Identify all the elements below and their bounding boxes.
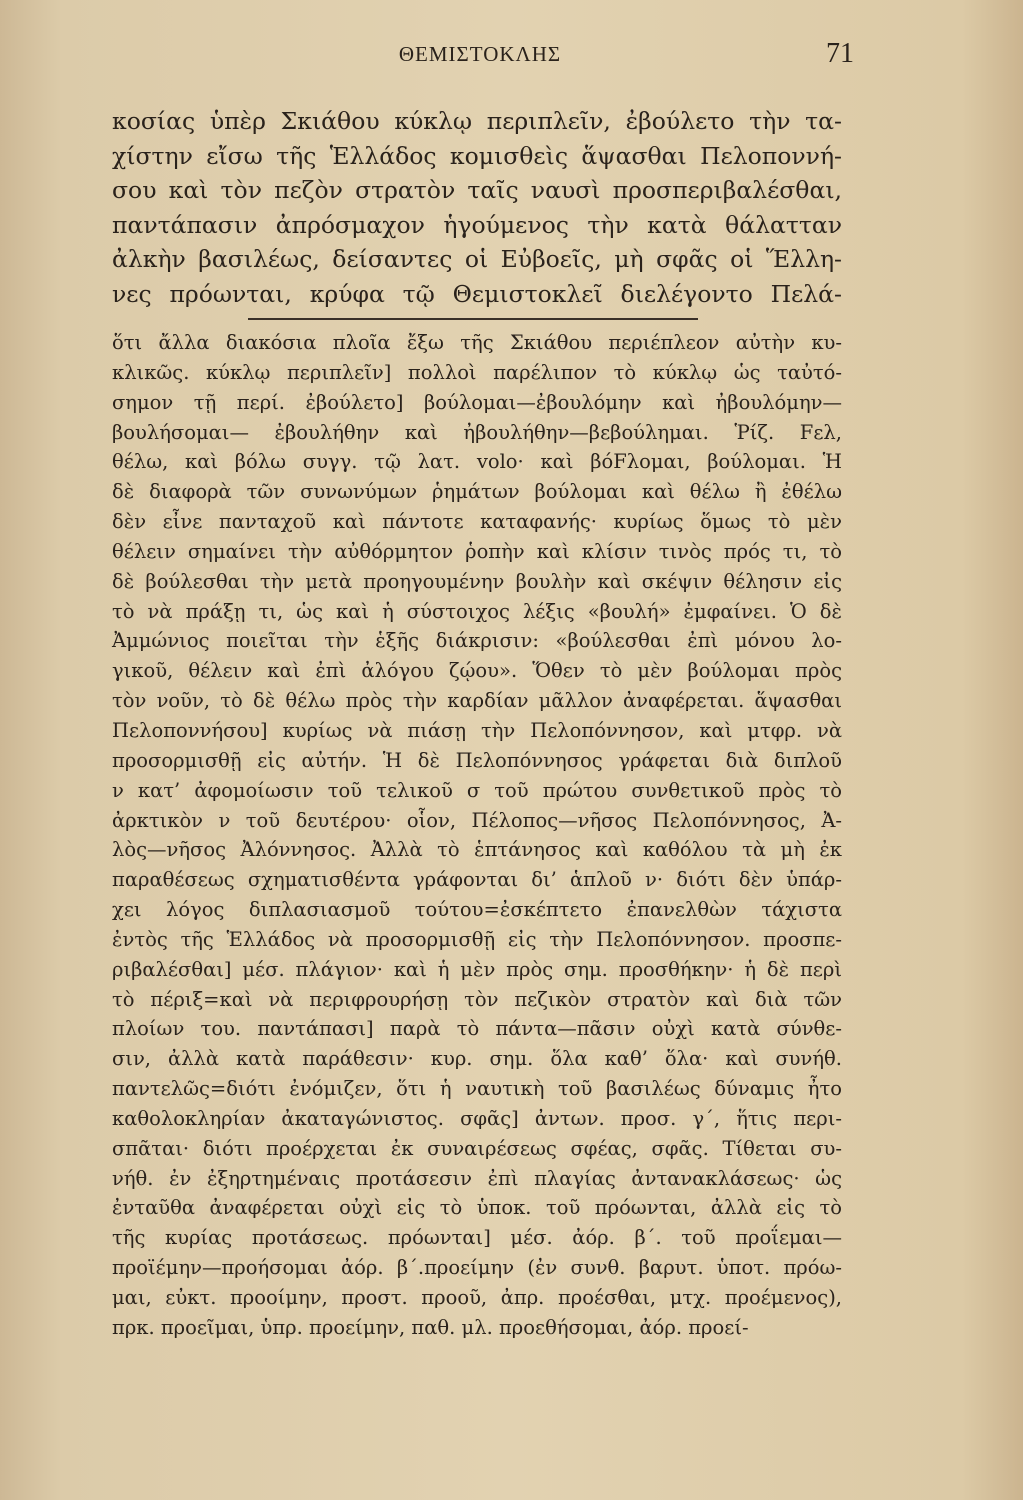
- note-line: παραθέσεως σχηματισθέντα γράφονται δι’ ἁπλοῦ ν· διότι δὲν ὑπάρ-: [112, 868, 842, 892]
- note-line: προσορμισθῇ εἰς αὐτήν. Ἡ δὲ Πελοπόννησος γράφεται διὰ διπλοῦ: [112, 748, 842, 772]
- text-line: κοσίας ὑπὲρ Σκιάθου κύκλῳ περιπλεῖν, ἐβούλετο τὴν τα-: [112, 107, 842, 135]
- note-line: ἀρκτικὸν ν τοῦ δευτέρου· οἷον, Πέλοπος—νῆσος Πελοπόννησος, Ἀ-: [112, 808, 842, 832]
- note-line: τὸ πέριξ=καὶ νὰ περιφρουρήσῃ τὸν πεζικὸν στρατὸν καὶ διὰ τῶν: [112, 987, 842, 1011]
- note-line: βουλήσομαι— ἐβουλήθην καὶ ἠβουλήθην—βεβούλημαι. Ῥίζ. Fελ,: [112, 420, 842, 444]
- page-header: [110, 38, 854, 78]
- note-line: ὅτι ἄλλα διακόσια πλοῖα ἔξω τῆς Σκιάθου περιέπλεον αὐτὴν κυ-: [112, 331, 842, 354]
- note-line: τῆς κυρίας προτάσεως. πρόωνται] μέσ. ἀόρ. β´. τοῦ προΐεμαι—: [112, 1226, 842, 1250]
- note-line: τὸ νὰ πράξῃ τι, ὡς καὶ ἡ σύστοιχος λέξις «βουλή» ἐμφαίνει. Ὁ δὲ: [112, 599, 842, 623]
- page-number: 71: [826, 38, 854, 69]
- note-line: προϊέμην—προήσομαι ἀόρ. β´.προείμην (ἐν συνθ. βαρυτ. ὑποτ. πρόω-: [112, 1256, 842, 1280]
- note-line: καθολοκληρίαν ἀκαταγώνιστος. σφᾶς] ἀντων. προσ. γ´, ἥτις περι-: [112, 1106, 842, 1130]
- text-line: ἀλκὴν βασιλέως, δείσαντες οἱ Εὐβοεῖς, μὴ σφᾶς οἱ Ἕλλη-: [112, 245, 842, 274]
- note-line: λὸς—νῆσος Ἀλόννησος. Ἀλλὰ τὸ ἑπτάνησος καὶ καθόλου τὰ μὴ ἐκ: [112, 838, 842, 862]
- note-line: σημον τῇ περί. ἐβούλετο] βούλομαι—ἐβουλόμην καὶ ἠβουλόμην—: [112, 390, 842, 414]
- note-line: ν κατ’ ἀφομοίωσιν τοῦ τελικοῦ σ τοῦ πρώτου συνθετικοῦ πρὸς τὸ: [112, 778, 842, 802]
- note-line: δὲν εἶνε πανταχοῦ καὶ πάντοτε καταφανής· κυρίως ὅμως τὸ μὲν: [112, 510, 842, 534]
- note-line: τὸν νοῦν, τὸ δὲ θέλω πρὸς τὴν καρδίαν μᾶλλον ἀναφέρεται. ἅψασθαι: [112, 689, 842, 713]
- note-line: παντελῶς=διότι ἐνόμιζεν, ὅτι ἡ ναυτικὴ τοῦ βασιλέως δύναμις ἦτο: [112, 1077, 842, 1101]
- note-line: θέλειν σημαίνει τὴν αὐθόρμητον ῥοπὴν καὶ κλίσιν τινὸς πρός τι, τὸ: [112, 539, 842, 563]
- note-line: νήθ. ἐν ἐξηρτημέναις προτάσεσιν ἐπὶ πλαγίας ἀντανακλάσεως· ὡς: [112, 1166, 842, 1190]
- note-line: ἐνταῦθα ἀναφέρεται οὐχὶ εἰς τὸ ὑποκ. τοῦ πρόωνται, ἀλλὰ εἰς τὸ: [112, 1196, 842, 1220]
- footnote-divider: [248, 318, 698, 320]
- text-line: παντάπασιν ἀπρόσμαχον ἡγούμενος τὴν κατὰ θάλατταν: [112, 210, 842, 239]
- note-line: Πελοποννήσου] κυρίως νὰ πιάσῃ τὴν Πελοπόννησον, καὶ μτφρ. νὰ: [112, 718, 842, 742]
- note-line: Ἀμμώνιος ποιεῖται τὴν ἑξῆς διάκρισιν: «βούλεσθαι ἐπὶ μόνου λο-: [112, 629, 842, 653]
- note-line: πρκ. προεῖμαι, ὑπρ. προείμην, παθ. μλ. προεθήσομαι, ἀόρ. προεί-: [112, 1315, 749, 1339]
- footnotes-block: [112, 328, 842, 1343]
- note-line: δὲ διαφορὰ τῶν συνωνύμων ῥημάτων βούλομαι καὶ θέλω ἢ ἐθέλω: [112, 480, 842, 504]
- running-head: ΘΕΜΙΣΤΟΚΛΗΣ: [398, 42, 562, 66]
- note-line: κλικῶς. κύκλῳ περιπλεῖν] πολλοὶ παρέλιπον τὸ κύκλῳ ὡς ταὐτό-: [112, 360, 842, 384]
- note-line: δὲ βούλεσθαι τὴν μετὰ προηγουμένην βουλὴν καὶ σκέψιν θέλησιν εἰς: [112, 569, 842, 593]
- note-line: ἐντὸς τῆς Ἑλλάδος νὰ προσορμισθῇ εἰς τὴν Πελοπόννησον. προσπε-: [112, 927, 842, 951]
- note-line: σπᾶται· διότι προέρχεται ἐκ συναιρέσεως σφέας, σφᾶς. Τίθεται συ-: [112, 1136, 842, 1160]
- note-line: ριβαλέσθαι] μέσ. πλάγιον· καὶ ἡ μὲν πρὸς σημ. προσθήκην· ἡ δὲ περὶ: [112, 957, 842, 981]
- note-line: πλοίων του. παντάπασι] παρὰ τὸ πάντα—πᾶσιν οὐχὶ κατὰ σύνθε-: [112, 1017, 842, 1041]
- main-text-block: [112, 104, 842, 312]
- note-line: γικοῦ, θέλειν καὶ ἐπὶ ἀλόγου ζῴου». Ὅθεν τὸ μὲν βούλομαι πρὸς: [112, 659, 842, 683]
- text-line: νες πρόωνται, κρύφα τῷ Θεμιστοκλεῖ διελέγοντο Πελά-: [112, 279, 842, 308]
- note-line: σιν, ἀλλὰ κατὰ παράθεσιν· κυρ. σημ. ὅλα καθ’ ὅλα· καὶ συνήθ.: [112, 1047, 842, 1071]
- note-line: μαι, εὐκτ. προοίμην, προστ. προοῦ, ἀπρ. προέσθαι, μτχ. προέμενος),: [112, 1286, 842, 1309]
- text-line: σου καὶ τὸν πεζὸν στρατὸν ταῖς ναυσὶ προσπεριβαλέσθαι,: [112, 176, 842, 205]
- note-line: χει λόγος διπλασιασμοῦ τούτου=ἐσκέπτετο ἐπανελθὼν τάχιστα: [112, 898, 842, 922]
- text-line: χίστην εἴσω τῆς Ἑλλάδος κομισθεὶς ἅψασθαι Πελοποννή-: [112, 141, 842, 170]
- note-line: θέλω, καὶ βόλω συγγ. τῷ λατ. volo· καὶ βόFλομαι, βούλομαι. Ἡ: [112, 450, 842, 474]
